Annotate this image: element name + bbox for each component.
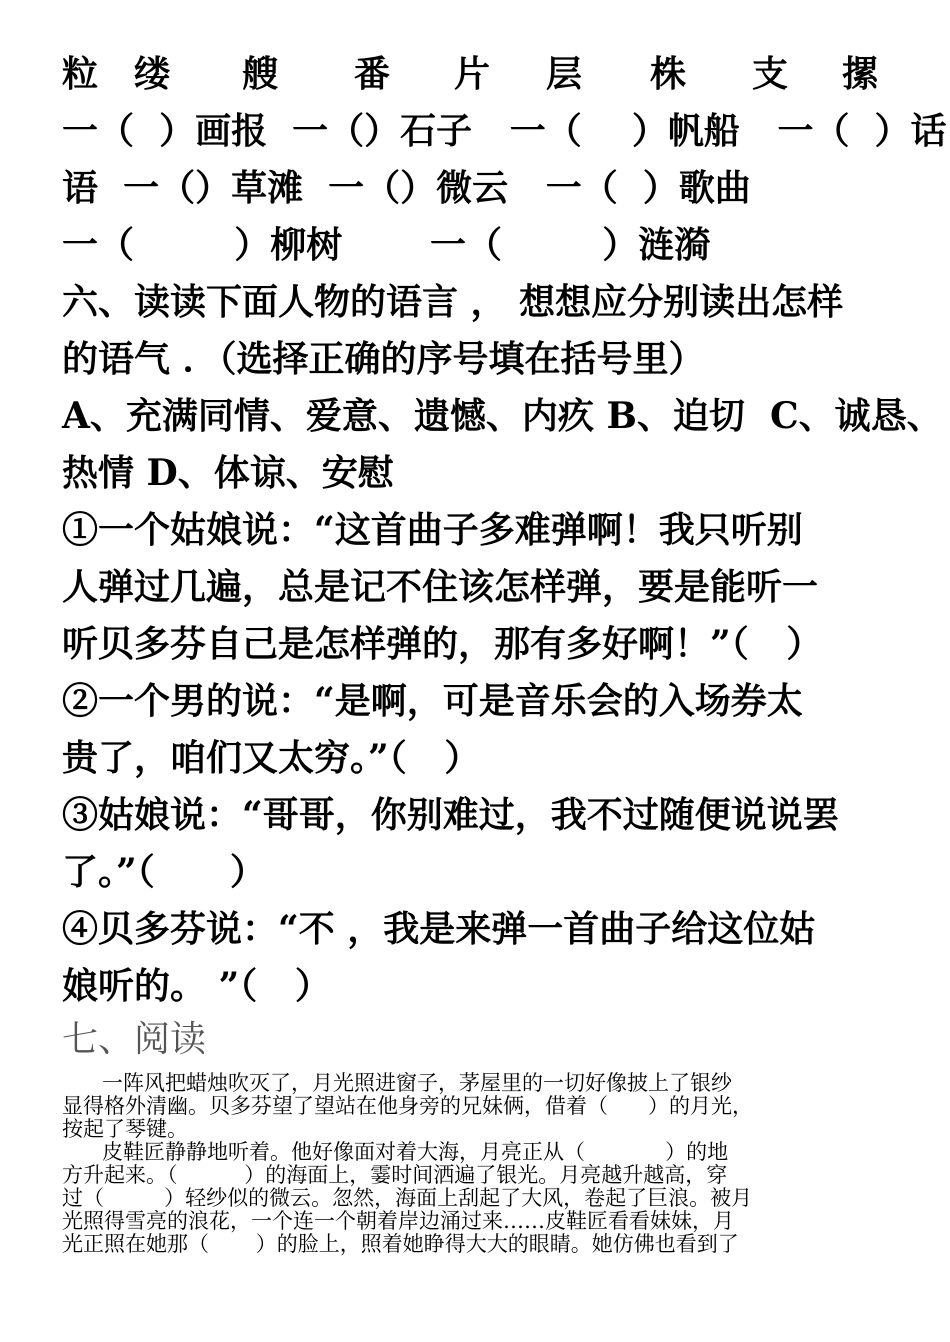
word-option: 支 bbox=[752, 53, 789, 95]
question-4: ④贝多芬说：“不 ，我是来弹一首曲子给这位姑 bbox=[62, 908, 816, 950]
word-option: 缕 bbox=[134, 53, 171, 95]
question-1: 人弹过几遍，总是记不住该怎样弹，要是能听一 bbox=[62, 566, 819, 608]
word-option: 番 bbox=[354, 53, 391, 95]
question-3: ③姑娘说：“哥哥，你别难过，我不过随便说说罢 bbox=[62, 794, 839, 836]
word-option: 株 bbox=[650, 53, 687, 95]
word-option: 摞 bbox=[842, 53, 879, 95]
reading-line: 方升起来。（ ）的海面上，霎时间洒遍了银光。月亮越升越高，穿 bbox=[62, 1163, 728, 1187]
question-2: ②一个男的说：“是啊，可是音乐会的入场券太 bbox=[62, 680, 803, 722]
question-2: 贵了，咱们又太穷。”（ ） bbox=[62, 737, 481, 779]
fill-blank-line: 语 一（）草滩 一（）微云 一（ ）歌曲 bbox=[62, 167, 751, 209]
section-6-heading: 六、读读下面人物的语言 ， 想想应分别读出怎样 bbox=[62, 281, 844, 323]
measure-word-bank bbox=[62, 44, 922, 104]
question-4: 娘听的。 ”（ ） bbox=[62, 965, 331, 1007]
question-3: 了。”（ ） bbox=[62, 851, 266, 893]
word-option: 层 bbox=[546, 53, 583, 95]
section-6-instruction: 的语气 ．（选择正确的序号填在括号里） bbox=[62, 338, 705, 380]
reading-line: 过（ ）轻纱似的微云。忽然，海面上刮起了大风，卷起了巨浪。被月 bbox=[62, 1186, 753, 1210]
question-1: 听贝多芬自己是怎样弹的，那有多好啊！”（ ） bbox=[62, 623, 823, 665]
fill-blank-line: 一（ ）画报 一（）石子 一（ ）帆船 一（ ）话 bbox=[62, 110, 947, 152]
word-option: 艘 bbox=[242, 53, 279, 95]
reading-line: 皮鞋匠静静地听着。他好像面对着大海，月亮正从（ ）的地 bbox=[62, 1140, 729, 1164]
reading-line: 光照得雪亮的浪花，一个连一个朝着岸边涌过来……皮鞋匠看看妹妹，月 bbox=[62, 1209, 734, 1233]
fill-blank-line: 一（ ）柳树 一（ ）涟漪 bbox=[62, 224, 711, 266]
tone-options: 热情 D、体谅、安慰 bbox=[62, 452, 394, 494]
reading-line: 光正照在她那（ ）的脸上，照着她睁得大大的眼睛。她仿佛也看到了 bbox=[62, 1232, 739, 1256]
tone-options: A、充满同情、爱意、遗憾、内疚 B、迫切 C、诚恳、 bbox=[62, 395, 943, 437]
question-1: ①一个姑娘说：“这首曲子多难弹啊！我只听别 bbox=[62, 509, 803, 551]
reading-line: 按起了琴键。 bbox=[62, 1117, 188, 1141]
reading-line: 显得格外清幽。贝多芬望了望站在他身旁的兄妹俩，借着（ ）的月光， bbox=[62, 1094, 754, 1118]
reading-passage bbox=[62, 1072, 912, 1256]
word-option: 粒 bbox=[62, 53, 99, 95]
reading-line: 一阵风把蜡烛吹灭了，月光照进窗子，茅屋里的一切好像披上了银纱 bbox=[62, 1071, 733, 1095]
section-7-heading: 七、阅读 bbox=[62, 1019, 207, 1060]
word-option: 片 bbox=[454, 53, 491, 95]
